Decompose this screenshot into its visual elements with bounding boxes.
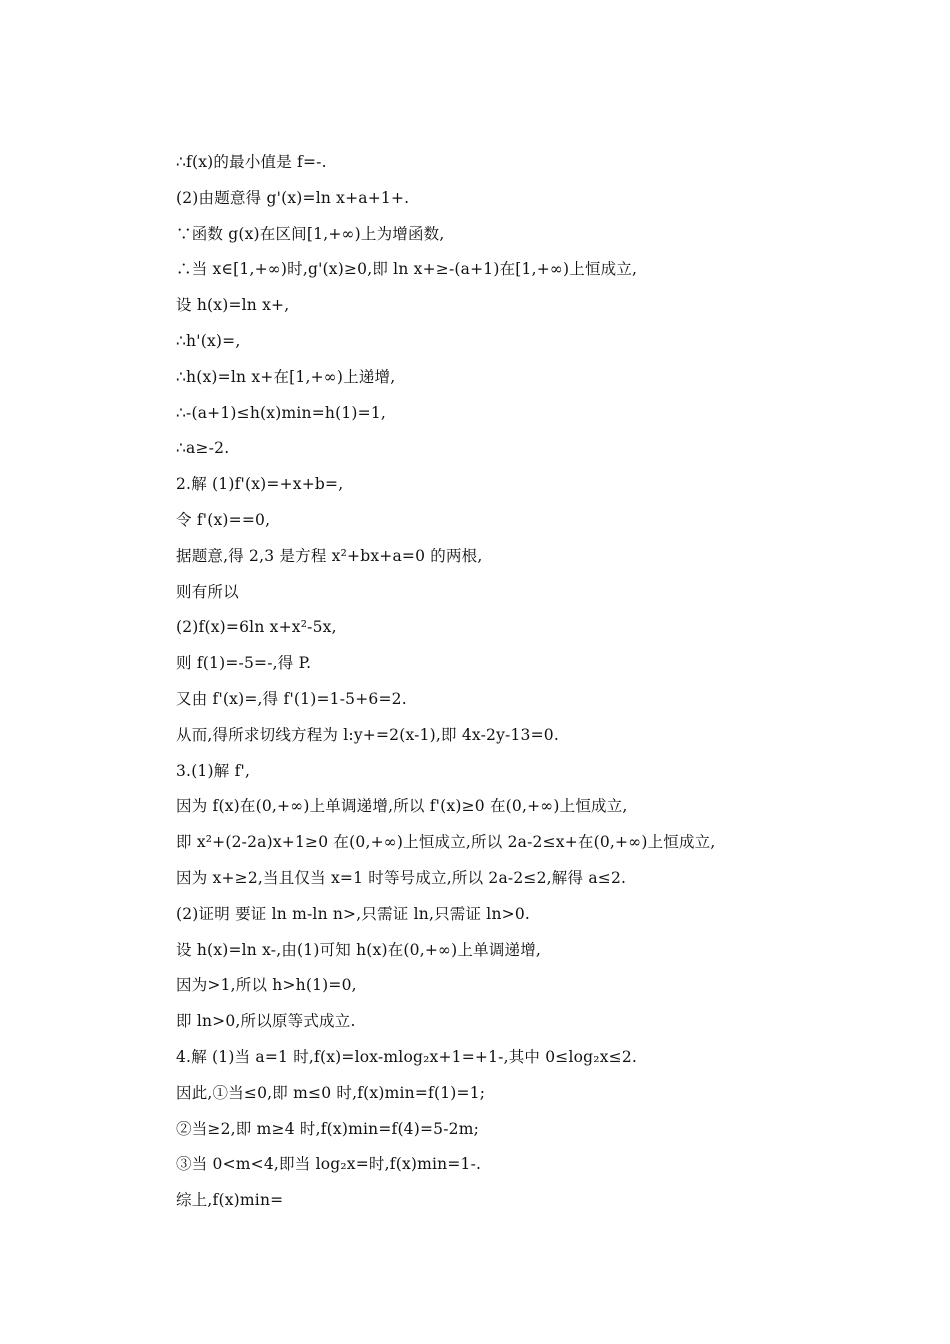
text-line: 据题意,得 2,3 是方程 x²+bx+a=0 的两根,	[176, 546, 483, 565]
problem-2-heading: 2.解 (1)f'(x)=+x+b=,	[176, 475, 344, 494]
text-line: 则有所以	[176, 582, 239, 601]
text-line: ∴a≥-2.	[176, 439, 230, 458]
text-line: 综上,f(x)min=	[176, 1191, 284, 1210]
text-line: 因为>1,所以 h>h(1)=0,	[176, 976, 357, 995]
text-line: 又由 f'(x)=,得 f'(1)=1-5+6=2.	[176, 689, 407, 708]
text-line: ∵函数 g(x)在区间[1,+∞)上为增函数,	[176, 224, 445, 243]
text-line: 即 ln>0,所以原等式成立.	[176, 1012, 356, 1031]
text-line: (2)证明 要证 ln m-ln n>,只需证 ln,只需证 ln>0.	[176, 904, 531, 923]
text-line: ∴当 x∈[1,+∞)时,g'(x)≥0,即 ln x+≥-(a+1)在[1,+∞)上恒成立,	[176, 260, 638, 279]
text-line: ∴f(x)的最小值是 f=-.	[176, 153, 327, 171]
text-line: 设 h(x)=ln x+,	[176, 296, 290, 315]
text-line: 因为 x+≥2,当且仅当 x=1 时等号成立,所以 2a-2≤2,解得 a≤2.	[176, 868, 627, 887]
solution-text	[176, 150, 796, 1224]
text-line: 令 f'(x)==0,	[176, 510, 271, 529]
text-line: (2)f(x)=6ln x+x²-5x,	[176, 618, 337, 637]
text-line: 因此,①当≤0,即 m≤0 时,f(x)min=f(1)=1;	[176, 1083, 486, 1102]
text-line: (2)由题意得 g'(x)=ln x+a+1+.	[176, 188, 410, 207]
text-line: ∴h'(x)=,	[176, 331, 241, 350]
text-line: ∴h(x)=ln x+在[1,+∞)上递增,	[176, 367, 396, 386]
text-line: 因为 f(x)在(0,+∞)上单调递增,所以 f'(x)≥0 在(0,+∞)上恒成立,	[176, 797, 628, 816]
problem-4-heading: 4.解 (1)当 a=1 时,f(x)=lox-mlog₂x+1=+1-,其中 0≤log₂x≤2.	[176, 1047, 638, 1066]
text-line: ②当≥2,即 m≥4 时,f(x)min=f(4)=5-2m;	[176, 1119, 480, 1138]
text-line: 设 h(x)=ln x-,由(1)可知 h(x)在(0,+∞)上单调递增,	[176, 940, 542, 959]
text-line: ③当 0<m<4,即当 log₂x=时,f(x)min=1-.	[176, 1155, 482, 1174]
text-line: ∴-(a+1)≤h(x)min=h(1)=1,	[176, 403, 387, 422]
text-line: 从而,得所求切线方程为 l:y+=2(x-1),即 4x-2y-13=0.	[176, 725, 559, 744]
text-line: 则 f(1)=-5=-,得 P.	[176, 654, 312, 673]
problem-3-heading: 3.(1)解 f',	[176, 761, 251, 780]
text-line: 即 x²+(2-2a)x+1≥0 在(0,+∞)上恒成立,所以 2a-2≤x+在(0,+∞)上恒成立,	[176, 833, 716, 852]
